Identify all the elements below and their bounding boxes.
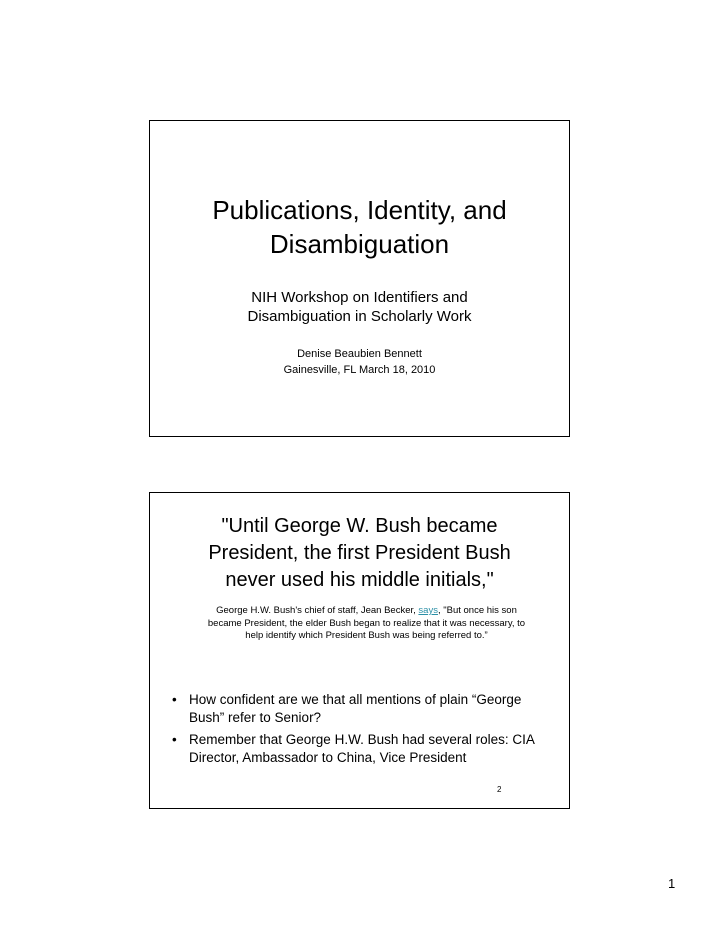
bullet-icon: • (172, 732, 177, 747)
bullet-text: How confident are we that all mentions of plain “George Bush” refer to Senior? (189, 692, 522, 725)
quote-line: "Until George W. Bush became (221, 515, 498, 537)
quote-line: never used his middle initials," (225, 569, 494, 591)
slide-title-line: Disambiguation (269, 229, 450, 259)
event-location-date: Gainesville, FL March 18, 2010 (283, 364, 436, 376)
page-number: 1 (668, 876, 676, 891)
list-item (172, 691, 551, 727)
slide-subtitle-line: Disambiguation in Scholarly Work (247, 308, 472, 325)
quote-heading (160, 513, 559, 594)
attribution-text: George H.W. Bush's chief of staff, Jean Becker, (216, 605, 419, 616)
author-name: Denise Beaubien Bennett (297, 348, 422, 360)
list-item (172, 731, 551, 767)
bullet-text: Remember that George H.W. Bush had several roles: CIA Director, Ambassador to China, Vice President (189, 732, 535, 765)
says-link[interactable]: says (418, 605, 438, 616)
slide-title (150, 193, 569, 261)
bullet-list (172, 691, 551, 771)
attribution-line (184, 605, 549, 618)
bullet-icon: • (172, 692, 177, 707)
slide-subtitle (150, 288, 569, 326)
slide-title-line: Publications, Identity, and (212, 195, 507, 225)
slide-2 (149, 492, 570, 809)
attribution-text: , "But once his son (437, 605, 517, 616)
slide-number: 2 (497, 785, 502, 794)
quote-line: President, the first President Bush (208, 542, 511, 564)
quote-attribution (184, 605, 549, 643)
attribution-line: became President, the elder Bush began to realize that it was necessary, to (207, 617, 526, 629)
attribution-line: help identify which President Bush was being referred to.” (245, 630, 488, 641)
slide-subtitle-line: NIH Workshop on Identifiers and (251, 289, 468, 306)
slide-1 (149, 120, 570, 437)
